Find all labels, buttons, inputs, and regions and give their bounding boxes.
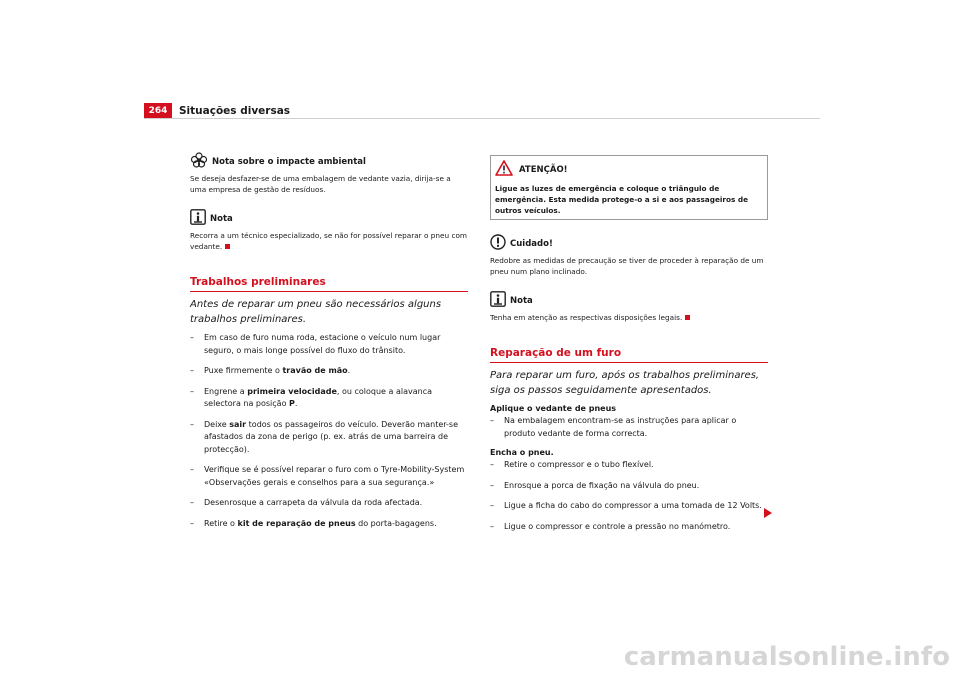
note-icon [490,291,506,310]
left-column [190,150,468,538]
list-item: – Em caso de furo numa roda, estacione o veículo num lugar seguro, o mais longe possível do fluxo do trânsito. [190,332,468,357]
caution-body: Redobre as medidas de precaução se tiver de proceder à reparação de um pneu num plano inclinado. [490,256,764,276]
section-title-preliminary: Trabalhos preliminares [190,276,468,292]
page-number: 264 [144,103,172,119]
note-body-text: Recorra a um técnico especializado, se não for possível reparar o pneu com vedante. [190,231,468,251]
note-title: Nota [210,213,233,224]
list-item: – Na embalagem encontram-se as instruções para aplicar o produto vedante de forma correcta. [490,415,768,440]
header-divider [144,118,820,119]
warning-triangle-icon [495,160,513,179]
continue-arrow-icon [764,508,772,518]
note-header-right [490,291,768,310]
list-item: – Retire o compressor e o tubo flexível. [490,459,768,472]
list-item: – Deixe sair todos os passageiros do veículo. Deverão manter-se afastados da zona de perigo (p. ex. atrás de uma barreira de protecção). [190,419,468,457]
section-title-puncture-repair: Reparação de um furo [490,347,768,363]
right-column [490,155,768,541]
note-body [190,230,468,252]
warning-box [490,155,768,220]
warning-body: Ligue as luzes de emergência e coloque o triângulo de emergência. Esta medida protege-o a si e aos passageiros de outros veículos. [495,184,749,215]
note-body-text: Tenha em atenção as respectivas disposições legais. [490,313,683,322]
note-title: Nota [510,295,533,306]
list-item: – Retire o kit de reparação de pneus do porta-bagagens. [190,518,468,531]
list-item: – Ligue o compressor e controle a pressão no manómetro. [490,521,768,534]
list-item: – Puxe firmemente o travão de mão. [190,365,468,378]
caution-title: Cuidado! [510,238,553,249]
apply-sealant-steps [490,415,768,440]
note-body-right [490,312,768,323]
list-item: – Enrosque a porca de fixação na válvula do pneu. [490,480,768,493]
page-header-title: Situações diversas [179,105,291,117]
note-icon [190,209,206,228]
note-header [190,209,468,228]
end-mark-icon [225,244,230,249]
list-item: – Engrene a primeira velocidade, ou coloque a alavanca selectora na posição P. [190,386,468,411]
list-item: – Ligue a ficha do cabo do compressor a uma tomada de 12 Volts. [490,500,768,513]
section-intro-puncture-repair: Para reparar um furo, após os trabalhos preliminares, siga os passos seguidamente apresentados. [490,370,760,396]
environment-note-title: Nota sobre o impacte ambiental [212,156,366,167]
list-item: – Desenrosque a carrapeta da válvula da roda afectada. [190,497,468,510]
inflate-tyre-steps [490,459,768,533]
preliminary-steps [190,332,468,530]
subheading-apply-sealant: Aplique o vedante de pneus [490,404,617,413]
section-intro-preliminary: Antes de reparar um pneu são necessários alguns trabalhos preliminares. [190,299,442,325]
environment-note-header [190,152,468,171]
warning-header [495,160,763,179]
warning-title: ATENÇÃO! [519,164,568,175]
flower-icon [190,152,208,171]
caution-icon [490,234,506,253]
caution-header [490,234,768,253]
subheading-inflate-tyre: Encha o pneu. [490,448,554,457]
end-mark-icon [685,315,690,320]
environment-note-body: Se deseja desfazer-se de uma embalagem de vedante vazia, dirija-se a uma empresa de gestão de resíduos. [190,174,451,194]
list-item: – Verifique se é possível reparar o furo com o Tyre-Mobility-System «Observações gerais e conselhos para a sua segurança.» [190,464,468,489]
watermark: carmanualsonline.info [623,642,950,672]
